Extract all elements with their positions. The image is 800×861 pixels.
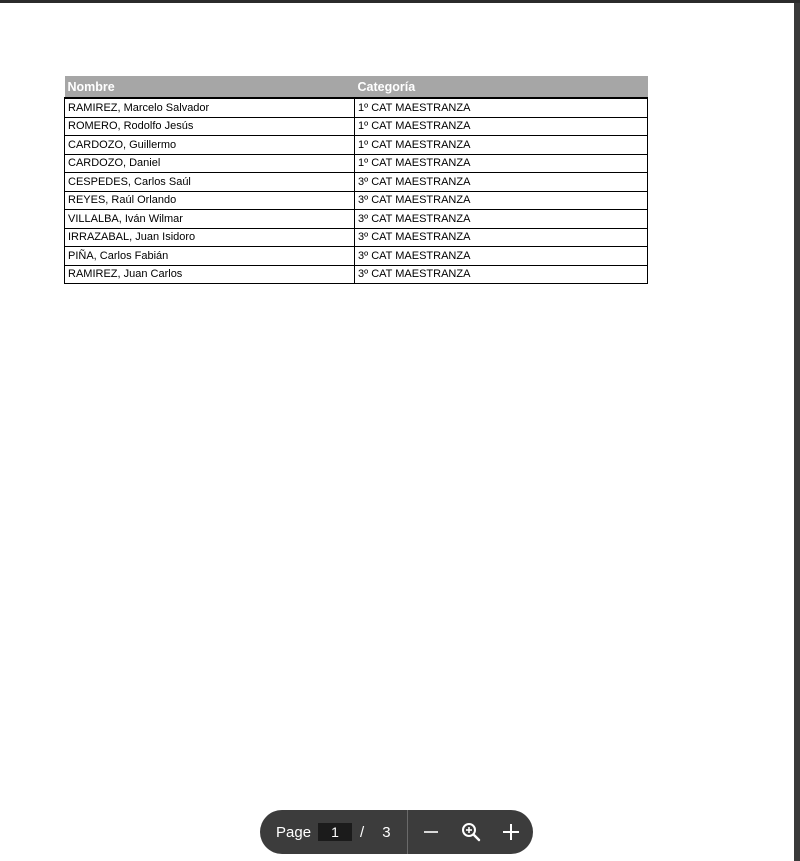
cell-categoria: 3º CAT MAESTRANZA	[355, 228, 648, 247]
cell-nombre: IRRAZABAL, Juan Isidoro	[65, 228, 355, 247]
pdf-page-toolbar	[260, 810, 533, 854]
cell-nombre: CESPEDES, Carlos Saúl	[65, 173, 355, 192]
cell-nombre: REYES, Raúl Orlando	[65, 191, 355, 210]
cell-categoria: 3º CAT MAESTRANZA	[355, 210, 648, 229]
scrollbar[interactable]	[794, 3, 800, 861]
total-pages: 3	[382, 823, 391, 841]
column-header-categoria: Categoría	[355, 76, 648, 98]
cell-nombre: CARDOZO, Guillermo	[65, 136, 355, 155]
cell-nombre: ROMERO, Rodolfo Jesús	[65, 117, 355, 136]
column-header-nombre: Nombre	[65, 76, 355, 98]
cell-nombre: VILLALBA, Iván Wilmar	[65, 210, 355, 229]
cell-categoria: 1º CAT MAESTRANZA	[355, 117, 648, 136]
zoom-out-button[interactable]	[420, 821, 442, 843]
cell-categoria: 1º CAT MAESTRANZA	[355, 136, 648, 155]
plus-icon	[502, 823, 520, 841]
table-row	[65, 265, 648, 284]
cell-categoria: 3º CAT MAESTRANZA	[355, 247, 648, 266]
cell-categoria: 3º CAT MAESTRANZA	[355, 173, 648, 192]
table-row	[65, 247, 648, 266]
cell-categoria: 1º CAT MAESTRANZA	[355, 154, 648, 173]
table-row	[65, 173, 648, 192]
page-separator: /	[360, 823, 365, 841]
minus-icon	[423, 824, 439, 840]
employee-table	[64, 76, 648, 284]
magnifier-icon	[461, 822, 481, 842]
page-label: Page	[276, 823, 312, 841]
cell-nombre: PIÑA, Carlos Fabián	[65, 247, 355, 266]
table-header-row	[65, 76, 648, 98]
table-row	[65, 210, 648, 229]
table-row	[65, 136, 648, 155]
table-row	[65, 191, 648, 210]
cell-categoria: 3º CAT MAESTRANZA	[355, 265, 648, 284]
table-row	[65, 154, 648, 173]
zoom-in-button[interactable]	[500, 821, 522, 843]
table-row	[65, 98, 648, 117]
table-row	[65, 117, 648, 136]
document-page	[0, 3, 794, 861]
cell-nombre: CARDOZO, Daniel	[65, 154, 355, 173]
cell-nombre: RAMIREZ, Marcelo Salvador	[65, 98, 355, 117]
zoom-button[interactable]	[460, 821, 482, 843]
cell-nombre: RAMIREZ, Juan Carlos	[65, 265, 355, 284]
cell-categoria: 1º CAT MAESTRANZA	[355, 98, 648, 117]
toolbar-divider	[407, 810, 408, 854]
page-number-input[interactable]	[318, 823, 352, 841]
table-row	[65, 228, 648, 247]
cell-categoria: 3º CAT MAESTRANZA	[355, 191, 648, 210]
